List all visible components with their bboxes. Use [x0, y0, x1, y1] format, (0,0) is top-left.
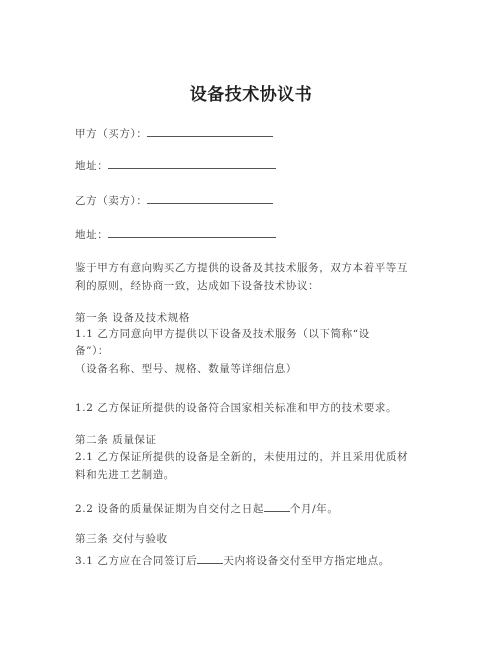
article-3-heading: 第三条 交付与验收 [75, 533, 168, 545]
address-a-line [75, 157, 276, 173]
article-1-heading: 第一条 设备及技术规格 [75, 312, 190, 324]
address-a-blank [108, 157, 276, 169]
clause-3-1-suffix: 天内将设备交付至甲方指定地点。 [223, 555, 390, 567]
clause-2-2-suffix: 个月/年。 [289, 503, 339, 515]
clause-3-1 [75, 552, 390, 568]
clause-1-1-line-1: 1.1 乙方同意向甲方提供以下设备及技术服务（以下简称“设 [75, 328, 370, 340]
party-a-label: 甲方（买方）： [75, 128, 148, 140]
party-b-blank [147, 192, 273, 204]
preamble-line-1: 鉴于甲方有意向购买乙方提供的设备及其技术服务，双方本着平等互 [75, 262, 408, 274]
party-b-label: 乙方（卖方）： [75, 195, 148, 207]
clause-1-1-line-2: 备”）： [75, 345, 110, 357]
party-a-line [75, 125, 273, 141]
clause-2-2-prefix: 2.2 设备的质量保证期为自交付之日起 [75, 503, 264, 515]
address-a-label: 地址： [75, 160, 109, 172]
address-b-blank [108, 226, 276, 238]
clause-2-1-line-1: 2.1 乙方保证所提供的设备是全新的，未使用过的，并且采用优质材 [75, 451, 409, 463]
address-b-label: 地址： [75, 229, 109, 241]
address-b-line [75, 226, 276, 242]
clause-2-2 [75, 500, 338, 516]
article-2-heading: 第二条 质量保证 [75, 434, 157, 446]
document-title: 设备技术协议书 [189, 85, 313, 105]
delivery-days-blank [197, 552, 223, 564]
party-a-blank [147, 125, 273, 137]
clause-3-1-prefix: 3.1 乙方应在合同签订后 [75, 555, 198, 567]
clause-2-1-line-2: 料和先进工艺制造。 [75, 469, 175, 481]
warranty-period-blank [264, 500, 290, 512]
preamble-line-2: 利的原则，经协商一致，达成如下设备技术协议： [75, 280, 320, 292]
clause-1-2: 1.2 乙方保证所提供的设备符合国家相关标准和甲方的技术要求。 [75, 402, 398, 414]
party-b-line [75, 192, 273, 208]
clause-1-1-line-3: （设备名称、型号、规格、数量等详细信息） [75, 363, 297, 375]
